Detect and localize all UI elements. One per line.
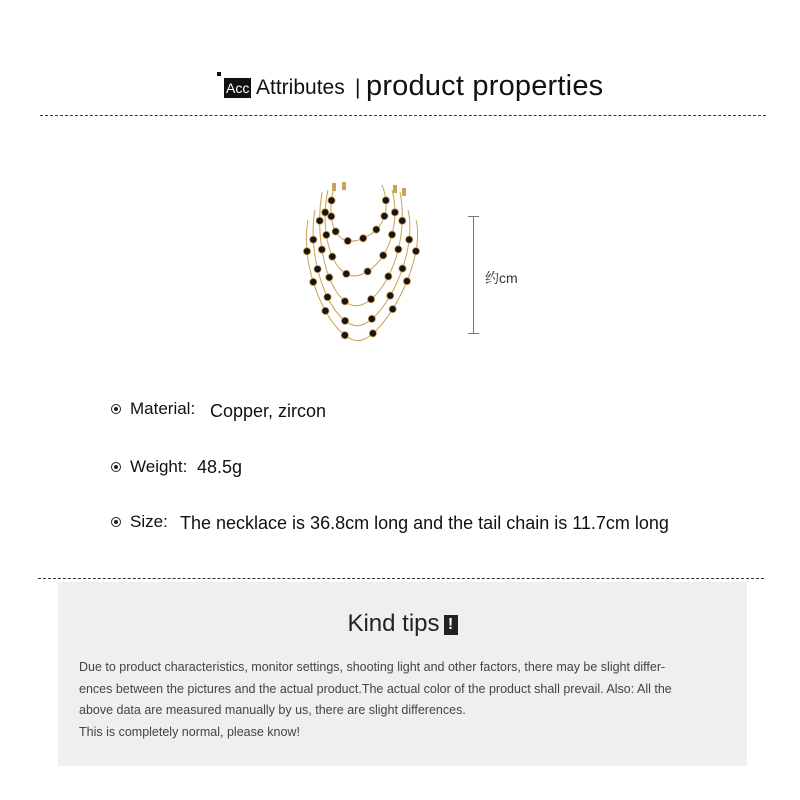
tips-line: Due to product characteristics, monitor settings, shooting light and other factors, there may be slight differ- (79, 660, 666, 674)
attribute-value: 48.5g (197, 457, 243, 477)
zircon-stone (328, 197, 335, 204)
zircon-stone (382, 197, 389, 204)
clasp (402, 188, 406, 196)
zircon-stone (341, 298, 348, 305)
dimension-label: 约cm (485, 270, 518, 286)
zircon-stone (403, 278, 410, 285)
zircon-stone (360, 235, 367, 242)
zircon-stone (322, 307, 329, 314)
zircon-stone (369, 330, 376, 337)
necklace-image (300, 180, 440, 360)
attribute-label: Material: (130, 399, 196, 418)
zircon-stone (341, 317, 348, 324)
zircon-stone (318, 246, 325, 253)
zircon-stone (332, 228, 339, 235)
zircon-stone (303, 248, 310, 255)
bullet-icon (111, 462, 121, 472)
zircon-stone (367, 296, 374, 303)
bullet-icon (111, 404, 121, 414)
header-attributes: Attributes (256, 76, 345, 99)
tips-title (58, 610, 747, 638)
attribute-value: The necklace is 36.8cm long and the tail chain is 11.7cm long (180, 513, 669, 533)
divider-top (40, 115, 766, 116)
attribute-label: Weight: (130, 457, 188, 476)
zircon-stone (310, 278, 317, 285)
tips-title-text: Kind tips (347, 610, 440, 637)
chain-strand (320, 192, 403, 306)
zircon-stone (412, 248, 419, 255)
zircon-stone (323, 231, 330, 238)
zircon-stone (314, 265, 321, 272)
zircon-stone (399, 265, 406, 272)
divider-bottom (38, 578, 764, 579)
tips-text (79, 657, 739, 743)
ruler-cap-top (468, 216, 479, 217)
zircon-stone (387, 292, 394, 299)
zircon-stone (406, 236, 413, 243)
zircon-stone (391, 209, 398, 216)
bullet-icon (111, 517, 121, 527)
page-title: product properties (366, 70, 604, 102)
exclamation-icon: ! (444, 615, 458, 635)
header-dot (217, 72, 221, 76)
zircon-stone (326, 274, 333, 281)
zircon-stone (373, 226, 380, 233)
zircon-stone (381, 212, 388, 219)
header (0, 70, 800, 110)
zircon-stone (395, 246, 402, 253)
zircon-stone (389, 305, 396, 312)
clasp (393, 185, 397, 193)
tips-line: ences between the pictures and the actual product.The actual color of the product shall prevail. Also: All the (79, 681, 672, 696)
tips-line: This is completely normal, please know! (79, 724, 300, 739)
attribute-value: Copper, zircon (210, 401, 327, 421)
attribute-label: Size: (130, 512, 168, 531)
zircon-stone (364, 268, 371, 275)
dimension-ruler (473, 216, 474, 334)
zircon-stone (388, 231, 395, 238)
zircon-stone (344, 237, 351, 244)
zircon-stone (316, 217, 323, 224)
zircon-stone (329, 253, 336, 260)
zircon-stone (322, 209, 329, 216)
clasp (342, 182, 346, 190)
clasp (332, 183, 336, 191)
zircon-stone (399, 217, 406, 224)
header-separator: | (355, 76, 361, 99)
zircon-stone (380, 252, 387, 259)
header-badge: Acc (226, 80, 250, 96)
tips-line: above data are measured manually by us, there are slight differences. (79, 703, 466, 717)
zircon-stone (341, 332, 348, 339)
zircon-stone (310, 236, 317, 243)
zircon-stone (385, 273, 392, 280)
ruler-cap-bottom (468, 333, 479, 334)
zircon-stone (368, 315, 375, 322)
zircon-stone (343, 270, 350, 277)
zircon-stone (324, 293, 331, 300)
kind-tips-panel (58, 582, 747, 766)
